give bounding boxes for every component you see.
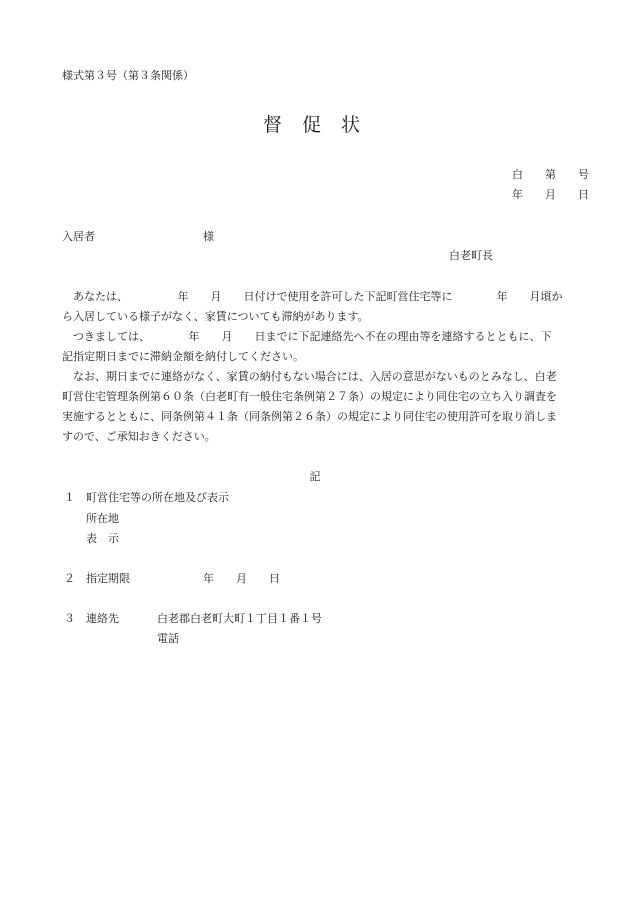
item3-phone-label: 電話 (157, 632, 179, 645)
form-number: 様式第３号（第３条関係） (62, 69, 194, 82)
item2-title: 指定期限 (86, 572, 130, 585)
body-paragraphs (62, 287, 592, 447)
item1-number: １ (64, 491, 75, 504)
body-line: ら入居している様子がなく、家賃についても滞納があります。 (62, 310, 369, 323)
item2-number: ２ (64, 572, 75, 585)
body-line: なお、期日までに連絡がなく、家賃の納付もない場合には、入居の意思がないものとみなし、白老 (62, 370, 557, 383)
document-number-line: 白 第 号 (512, 168, 589, 181)
document-date-line: 年 月 日 (512, 188, 589, 201)
item2-date: 年 月 日 (203, 572, 280, 585)
body-line: すので、ご承知おきください。 (62, 430, 216, 443)
body-line: 実施するとともに、同条例第４１条（同条例第２６条）の規定により同住宅の使用許可を取り消しま (62, 410, 557, 423)
recipient-label: 入居者 (62, 230, 95, 243)
body-line: つきましては、 年 月 日までに下記連絡先へ不在の理由等を連絡するとともに、下 (62, 330, 552, 343)
sender-name: 白老町長 (449, 249, 493, 262)
recipient-suffix: 様 (203, 230, 214, 243)
item3-title: 連絡先 (86, 612, 119, 625)
document-title: 督 促 状 (262, 114, 368, 136)
item3-address: 白老郡白老町大町１丁目１番１号 (157, 612, 322, 625)
item3-number: ３ (64, 612, 75, 625)
item1-display-label: 表 示 (86, 532, 119, 545)
body-line: あなたは、 年 月 日付けで使用を許可した下記町営住宅等に 年 月頃か (62, 290, 563, 303)
item1-location-label: 所在地 (86, 512, 119, 525)
notes-heading: 記 (309, 470, 321, 483)
body-line: 記指定期日までに滞納金額を納付してください。 (62, 350, 304, 363)
body-line: 町営住宅管理条例第６０条（白老町有一般住宅条例第２７条）の規定により同住宅の立ち入り調査を (62, 390, 557, 403)
item1-title: 町営住宅等の所在地及び表示 (86, 491, 229, 504)
